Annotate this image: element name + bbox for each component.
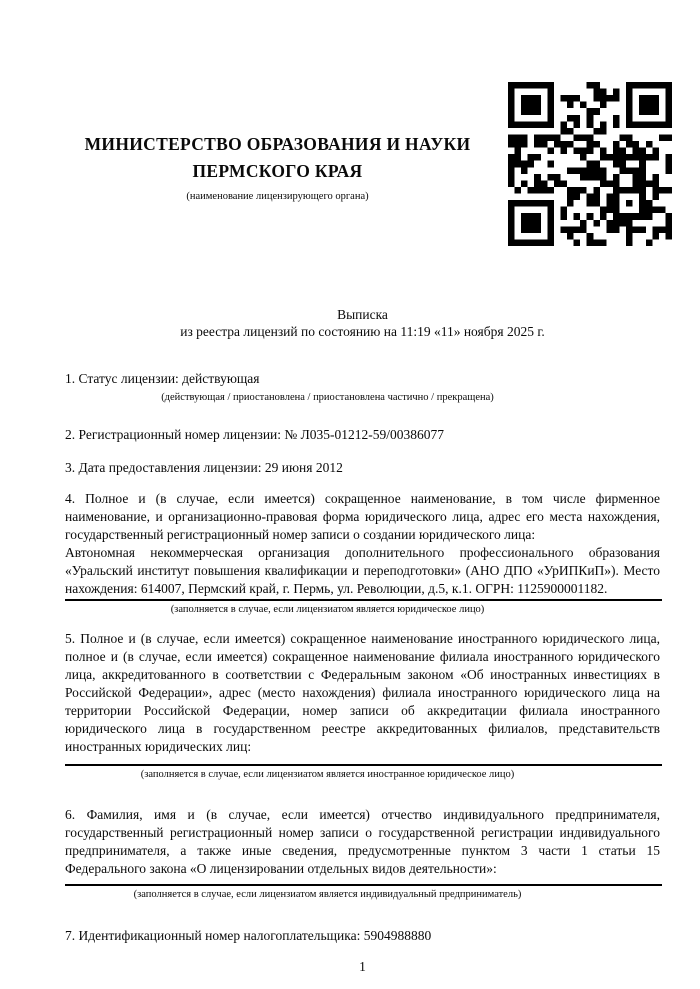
item-2-registration-number: 2. Регистрационный номер лицензии: № Л035-01212-59/00386077	[65, 427, 445, 442]
licensing-authority-name	[65, 131, 490, 185]
document-header	[65, 0, 490, 203]
item-6-fill-caption: (заполняется в случае, если лицензиатом является индивидуальный предприниматель)	[133, 889, 522, 900]
item-5-fill-line	[65, 764, 662, 766]
qr-code-icon	[508, 82, 672, 246]
title-line2: из реестра лицензий по состоянию на 11:19 «11» ноября 2025 г.	[180, 324, 545, 339]
item-6-entrepreneur-label: 6. Фамилия, имя и (в случае, если имеется) отчество индивидуального предпринимателя, государственный регистрационный номер записи о государственной регистрации индивидуального предпринимателя, а также иные сведения, предусмотренные пунктом 3 части 1 статьи 15 Федерального закона «О лицензировании отдельных видов деятельности»:	[65, 807, 660, 876]
title-line1: Выписка	[337, 307, 388, 322]
item-4-fill-line	[65, 599, 662, 601]
item-5-fill-caption: (заполняется в случае, если лицензиатом является иностранное юридическое лицо)	[140, 769, 515, 780]
item-4-fill-caption: (заполняется в случае, если лицензиатом является юридическое лицо)	[170, 604, 485, 615]
item-1-status-options-caption: (действующая / приостановлена / приостановлена частично / прекращена)	[161, 392, 494, 403]
item-6-fill-line	[65, 884, 662, 886]
item-4-legal-entity-value: Автономная некоммерческая организация дополнительного профессионального образования «Уральский институт повышения квалификации и переподготовки» (АНО ДПО «УрИПКиП»). Место нахождения: 614007, Пермский край, г. Пермь, ул. Революции, д.5, к.1. ОГРН: 1125900001182.	[65, 545, 660, 596]
ministry-name-line1: МИНИСТЕРСТВО ОБРАЗОВАНИЯ И НАУКИ	[84, 134, 471, 154]
item-4-legal-entity-label: 4. Полное и (в случае, если имеется) сокращенное наименование, в том числе фирменное наименование, и организационно-правовая форма юридического лица, адрес его места нахождения, государственный регистрационный номер записи о создании юридического лица:	[65, 491, 660, 542]
licensing-authority-caption: (наименование лицензирующего органа)	[186, 191, 369, 202]
item-3-license-grant-date: 3. Дата предоставления лицензии: 29 июня 2012	[65, 460, 343, 475]
item-1-license-status: 1. Статус лицензии: действующая	[65, 371, 260, 386]
ministry-name-line2: ПЕРМСКОГО КРАЯ	[192, 161, 363, 181]
item-5-foreign-entity-label: 5. Полное и (в случае, если имеется) сокращенное наименование иностранного юридического лица, полное и (в случае, если имеется) сокращенное наименование филиала иностранного юридического лица, аккредитованного в соответствии с Федеральным законом «Об иностранных инвестициях в Российской Федерации», адрес (место нахождения) филиала иностранного юридического лица на территории Российской Федерации, номер записи об аккредитации филиала иностранного юридического лица в государственном реестре аккредитованных филиалов, представительств иностранных юридических лиц:	[65, 631, 660, 754]
item-7-taxpayer-number: 7. Идентификационный номер налогоплательщика: 5904988880	[65, 928, 432, 943]
page-number: 1	[359, 959, 366, 974]
document-title	[65, 306, 660, 340]
